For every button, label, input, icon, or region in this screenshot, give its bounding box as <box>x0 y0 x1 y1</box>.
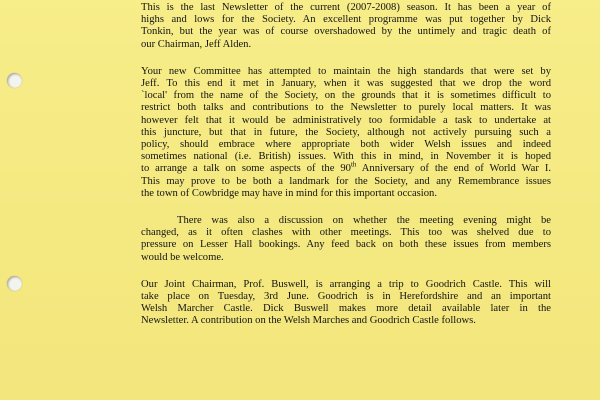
text-line: take place on Tuesday, 3rd June. Goodrich is in Herefordshire and an important <box>141 291 551 303</box>
text-line: this juncture, but that in future, the Society, although not actively pursuing such a <box>141 126 551 138</box>
text-line: `local' from the name of the Society, on the grounds that it is sometimes difficult to <box>141 90 551 102</box>
text-line: There was also a discussion on whether the meeting evening might be <box>177 215 551 227</box>
text-line: Newsletter. A contribution on the Welsh Marches and Goodrich Castle follows. <box>141 315 476 327</box>
text-line: sometimes national (i.e. British) issues. With this in mind, in November it is hoped <box>141 151 551 163</box>
text-line: Tonkin, but the year was of course overshadowed by the untimely and tragic death of <box>141 26 551 38</box>
newsletter-text <box>141 2 551 328</box>
text-line: would be welcome. <box>141 251 224 263</box>
text-line: our Chairman, Jeff Alden. <box>141 38 252 50</box>
paragraph-goodrich-trip <box>141 279 551 328</box>
text-line: Welsh Marcher Castle. Dick Buswell makes more detail available later in the <box>141 303 551 315</box>
punch-hole-top <box>7 73 22 88</box>
text-line: pressure on Lesser Hall bookings. Any feed back on both these issues from members <box>141 239 551 251</box>
paragraph-season-intro <box>141 2 551 51</box>
text-line: This is the last Newsletter of the current (2007-2008) season. It has been a year of <box>141 2 551 13</box>
text-line: changed, as it often clashes with other meetings. This too was shelved due to <box>141 227 551 239</box>
text-line: however felt that it would be administratively too formidable a task to undertake at <box>141 114 551 126</box>
text-line: Jeff. To this end it met in January, when it was suggested that we drop the word <box>141 78 551 90</box>
text-line: Your new Committee has attempted to maintain the high standards that were set by <box>141 65 551 77</box>
text-line: Our Joint Chairman, Prof. Buswell, is arranging a trip to Goodrich Castle. This will <box>141 278 551 290</box>
punch-hole-bottom <box>7 276 22 291</box>
text-line: restrict both talks and contributions to the Newsletter to purely local matters. It was <box>141 102 551 114</box>
text-line: the town of Cowbridge may have in mind for this important occasion. <box>141 187 437 199</box>
text-line: policy, should embrace where appropriate both wider Welsh issues and indeed <box>141 139 551 151</box>
text-line: highs and lows for the Society. An excellent programme was put together by Dick <box>141 14 551 26</box>
text-line: to arrange a talk on some aspects of the 90th Anniversary of the end of World War I. <box>141 160 552 175</box>
paragraph-meeting-evening <box>141 215 551 264</box>
text-line: This may prove to be both a landmark for the Society, and any Remembrance issues <box>141 175 551 187</box>
paragraph-committee <box>141 66 551 200</box>
